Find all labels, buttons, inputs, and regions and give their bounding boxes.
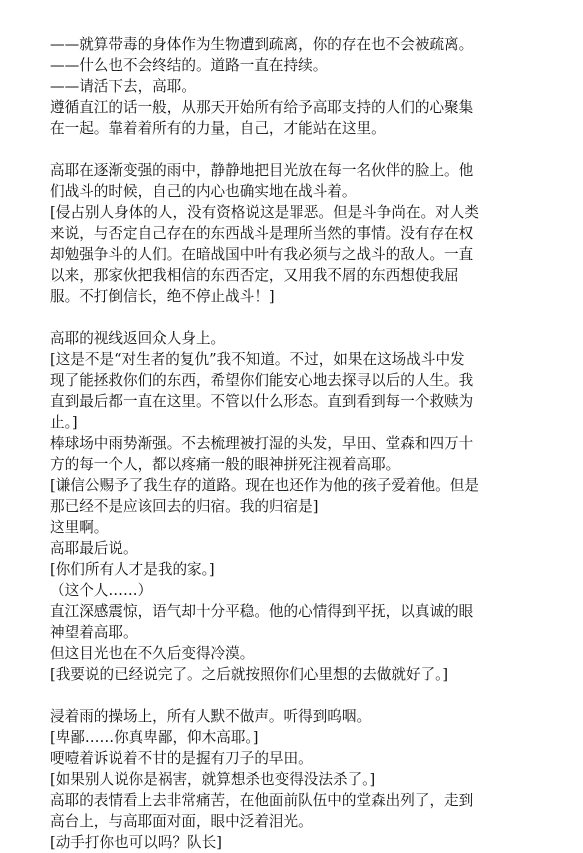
- text-line: 哽噎着诉说着不甘的是握有刀子的早田。: [50, 750, 313, 767]
- text-line: 服。不打倒信长，绝不停止战斗！]: [50, 288, 275, 305]
- paragraph-gap: [50, 307, 542, 328]
- text-line: 方的每一个人，都以疼痛一般的眼神拼死注视着高耶。: [50, 456, 401, 473]
- text-line: [侵占别人身体的人，没有资格说这是罪恶。但是斗争尚在。对人类: [50, 204, 479, 221]
- text-line: 棒球场中雨势渐强。不去梳理被打湿的头发，早田、堂森和四万十: [50, 435, 474, 452]
- text-line: [谦信公赐予了我生存的道路。现在也还作为他的孩子爱着他。但是: [50, 477, 479, 494]
- text-line: 高耶最后说。: [50, 540, 138, 557]
- text-line: 神望着高耶。: [50, 624, 138, 641]
- text-line: [这是不是“对生者的复仇”我不知道。不过，如果在这场战斗中发: [50, 351, 465, 368]
- document-page: [50, 34, 542, 853]
- text-line: [动手打你也可以吗？队长]: [50, 834, 222, 851]
- text-line: ——请活下去，高耶。: [50, 78, 196, 95]
- text-line: 在一起。靠着着所有的力量，自己，才能站在这里。: [50, 120, 386, 137]
- text-line: 止。]: [50, 414, 78, 431]
- text-line: 高耶的表情看上去非常痛苦，在他面前队伍中的堂森出列了，走到: [50, 792, 474, 809]
- text-line: 高耶在逐渐变强的雨中，静静地把目光放在每一名伙伴的脸上。他: [50, 162, 474, 179]
- text-line: 却勉强争斗的人们。在暗战国中叶有我必须与之战斗的敌人。一直: [50, 246, 474, 263]
- text-line: 直江深感震惊，语气却十分平稳。他的心情得到平抚，以真诚的眼: [50, 603, 474, 620]
- text-line: [你们所有人才是我的家。]: [50, 561, 215, 578]
- text-line: 现了能拯救你们的东西，希望你们能安心地去探寻以后的人生。我: [50, 372, 474, 389]
- text-line: 来说，与否定自己存在的东西战斗是理所当然的事情。没有存在权: [50, 225, 474, 242]
- text-line: 这里啊。: [50, 519, 109, 536]
- text-line: [如果别人说你是祸害，就算想杀也变得没法杀了。]: [50, 771, 376, 788]
- text-line: [卑鄙……你真卑鄙，仰木高耶。]: [50, 729, 259, 746]
- text-line: 浸着雨的操场上，所有人默不做声。听得到呜咽。: [50, 708, 372, 725]
- text-line: 高耶的视线返回众人身上。: [50, 330, 226, 347]
- text-line: 遵循直江的话一般，从那天开始所有给予高耶支持的人们的心聚集: [50, 99, 474, 116]
- text-line: [我要说的已经说完了。之后就按照你们心里想的去做就好了。]: [50, 666, 449, 683]
- paragraph-gap: [50, 139, 542, 160]
- text-line: 那已经不是应该回去的归宿。我的归宿是]: [50, 498, 319, 515]
- paragraph-gap: [50, 685, 542, 706]
- text-line: ——什么也不会终结的。道路一直在持续。: [50, 57, 328, 74]
- text-line: （这个人……）: [50, 582, 153, 599]
- text-line: ——就算带毒的身体作为生物遭到疏离，你的存在也不会被疏离。: [50, 36, 474, 53]
- text-line: 以来，那家伙把我相信的东西否定，又用我不屑的东西想使我屈: [50, 267, 459, 284]
- text-line: 但这目光也在不久后变得冷漠。: [50, 645, 255, 662]
- text-line: 们战斗的时候，自己的内心也确实地在战斗着。: [50, 183, 357, 200]
- text-line: 直到最后都一直在这里。不管以什么形态。直到看到每一个救赎为: [50, 393, 474, 410]
- text-line: 高台上，与高耶面对面，眼中泛着泪光。: [50, 813, 313, 830]
